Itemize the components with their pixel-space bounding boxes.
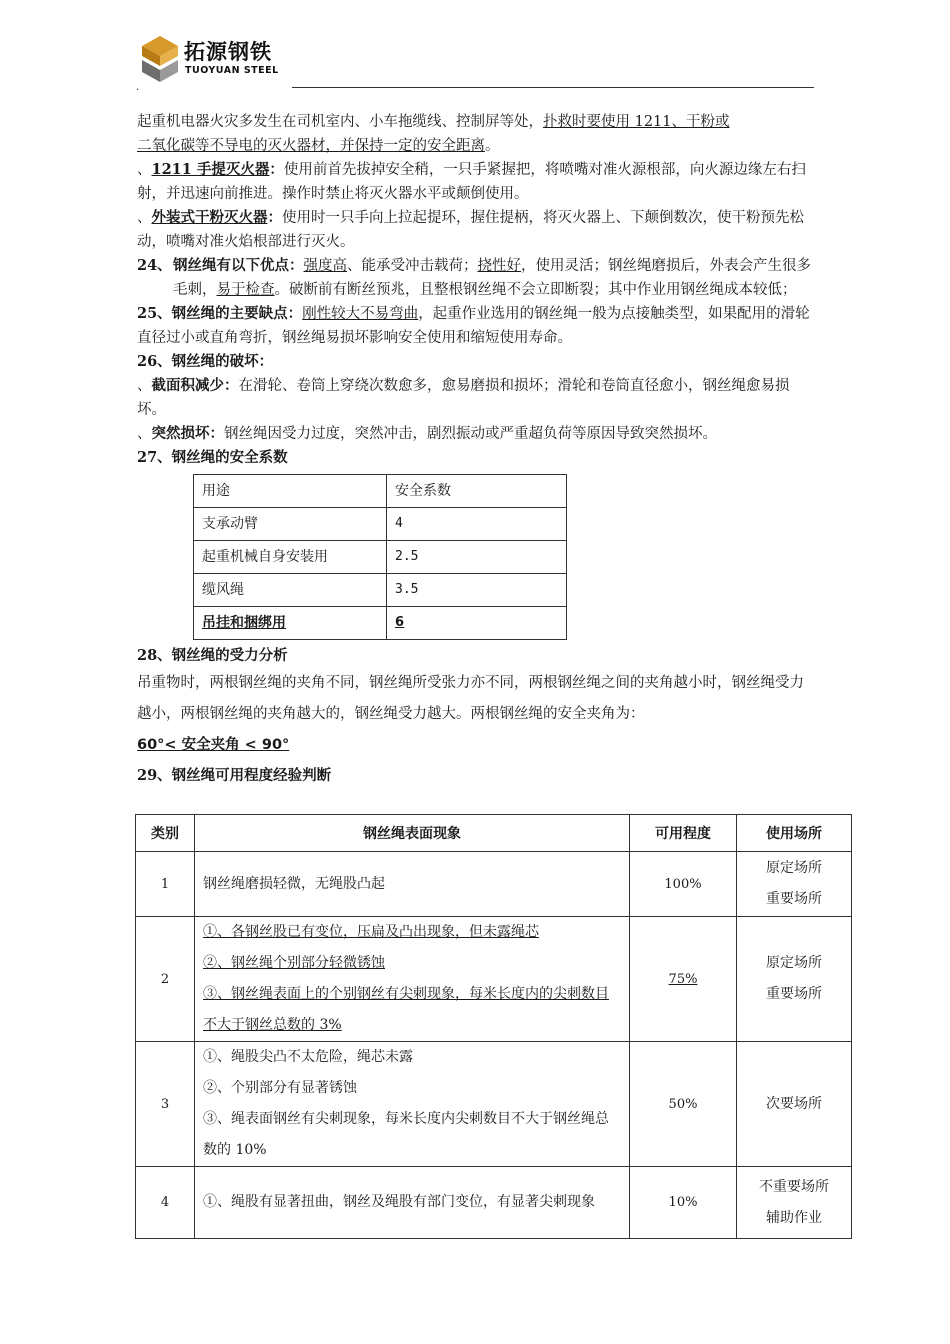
table-cell: 起重机械自身安装用 (194, 541, 387, 574)
table-row (136, 1167, 852, 1239)
header-divider (292, 87, 814, 88)
table-row (194, 508, 567, 541)
fire-text-underlined: 扑救时要使用 1211、干粉或 (543, 114, 730, 130)
table-cell: 缆风绳 (194, 574, 387, 607)
section-28-text: 吊重物时，两根钢丝绳的夹角不同，钢丝绳所受张力亦不同，两根钢丝绳之间的夹角越小时，钢丝绳受力越小，两根钢丝绳的夹角越大的，钢丝绳受力越大。两根钢丝绳的安全夹角为： (137, 675, 804, 722)
safe-angle (137, 732, 813, 758)
table-cell: 吊挂和捆绑用 (194, 607, 387, 640)
place-cell (737, 1042, 852, 1167)
section-26-b-label: 突然损坏： (151, 425, 224, 442)
section-24-text-1: 、能承受冲击载荷； (347, 258, 478, 274)
section-27-title: 27、钢丝绳的安全系数 (137, 449, 288, 466)
category-cell: 3 (136, 1042, 195, 1167)
section-28-title: 28、钢丝绳的受力分析 (137, 647, 288, 664)
table-cell: 支承动臂 (194, 508, 387, 541)
safety-factor-table (193, 474, 567, 640)
section-24-number: 24、 (137, 257, 172, 274)
fire-text-end: 。 (485, 138, 500, 154)
fire-paragraph (137, 110, 813, 158)
section-25-text: ，起重作业选用的钢丝绳一般为点接触类型，如果配用的滑轮直径过小或直角弯折，钢丝绳易损坏影响安全使用和缩短使用寿命。 (137, 306, 810, 346)
table-header-cell: 可用程度 (630, 815, 737, 852)
usability-cell: 10% (630, 1167, 737, 1239)
section-25-underlined: 刚性较大不易弯曲 (302, 306, 419, 322)
place-line: 辅助作业 (766, 1209, 822, 1226)
place-line: 重要场所 (766, 986, 822, 1002)
section-29-title: 29、钢丝绳可用程度经验判断 (137, 767, 332, 784)
place-cell (737, 917, 852, 1042)
extinguisher-powder (137, 206, 813, 254)
description-line: ③、钢丝绳表面上的个别钢丝有尖刺现象，每米长度内的尖刺数目不大于钢丝总数的 3% (203, 986, 609, 1033)
table-row (136, 852, 852, 917)
place-line: 重要场所 (766, 891, 822, 907)
table-cell: 6 (387, 607, 567, 640)
logo-name-en: TUOYUAN STEEL (185, 65, 279, 76)
table-row (194, 541, 567, 574)
table-row (194, 475, 567, 508)
description-cell (195, 1042, 630, 1167)
description-line: ①、各钢丝股已有变位，压扁及凸出现象，但未露绳芯 (203, 924, 539, 940)
section-25-title: 25、钢丝绳的主要缺点： (137, 305, 303, 322)
safe-angle-text: 60°< 安全夹角 < 90° (137, 737, 290, 753)
logo-mark-icon (140, 34, 180, 84)
extinguisher-powder-label: 外装式干粉灭火器 (151, 209, 268, 226)
section-26-a-text: 在滑轮、卷筒上穿绕次数愈多，愈易磨损和损坏；滑轮和卷筒直径愈小，钢丝绳愈易损坏。 (137, 378, 790, 418)
category-cell: 1 (136, 852, 195, 917)
table-row (194, 607, 567, 640)
usability-cell: 50% (630, 1042, 737, 1167)
category-cell: 4 (136, 1167, 195, 1239)
place-line: 原定场所 (766, 955, 822, 971)
document-body (137, 110, 813, 788)
fire-text-underlined-2: 二氧化碳等不导电的灭火器材，并保持一定的安全距离 (137, 138, 485, 154)
section-26-a (137, 374, 813, 422)
table-cell: 4 (387, 508, 567, 541)
table-header-cell: 使用场所 (737, 815, 852, 852)
section-24 (137, 254, 813, 302)
table-row (136, 1042, 852, 1167)
place-line: 不重要场所 (759, 1178, 829, 1195)
section-24-title: 钢丝绳有以下优点： (173, 257, 304, 274)
description-line: ①、绳股有显著扭曲，钢丝及绳股有部门变位，有显著尖刺现象 (203, 1194, 595, 1210)
section-26-b (137, 422, 813, 446)
description-line: 钢丝绳磨损轻微，无绳股凸起 (203, 875, 385, 892)
place-cell (737, 852, 852, 917)
table-header-cell: 钢丝绳表面现象 (195, 815, 630, 852)
label-colon: ： (267, 209, 282, 226)
fire-text: 起重机电器火灾多发生在司机室内、小车拖缆线、控制屏等处， (137, 114, 543, 130)
description-line: ②、个别部分有显著锈蚀 (203, 1080, 357, 1096)
description-line: ③、绳表面钢丝有尖刺现象，每米长度内尖刺数目不大于钢丝绳总数的 10% (203, 1111, 609, 1158)
usability-cell: 100% (630, 852, 737, 917)
description-cell (195, 917, 630, 1042)
table-cell: 3.5 (387, 574, 567, 607)
label-colon: ： (269, 161, 284, 178)
section-26-a-label: 截面积减少： (151, 377, 239, 394)
table-row (194, 574, 567, 607)
company-logo (140, 34, 300, 86)
place-cell (737, 1167, 852, 1239)
category-cell: 2 (136, 917, 195, 1042)
logo-name-cn: 拓源钢铁 (184, 40, 272, 64)
extinguisher-powder-text: 使用时一只手向上拉起提环，握住提柄，将灭火器上、下颠倒数次，使干粉预先松动，喷嘴对准火焰根部进行灭火。 (137, 210, 804, 250)
advantage-inspect: 易于检查 (216, 282, 275, 298)
section-26-title: 26、钢丝绳的破坏： (137, 353, 274, 370)
bullet-prefix: 、 (137, 162, 152, 178)
bullet-prefix: 、 (137, 210, 152, 226)
place-line: 原定场所 (766, 860, 822, 876)
table-cell: 2.5 (387, 541, 567, 574)
extinguisher-1211 (137, 158, 813, 206)
extinguisher-1211-text: 使用前首先拔掉安全稍，一只手紧握把，将喷嘴对准火源根部，向火源边缘左右扫射，并迅速向前推进。操作时禁止将灭火器水平或颠倒使用。 (137, 162, 806, 202)
usability-table (135, 814, 852, 1239)
bullet-prefix: 、 (137, 378, 152, 394)
table-row (136, 917, 852, 1042)
place-line: 次要场所 (766, 1095, 822, 1112)
description-line: ②、钢丝绳个别部分轻微锈蚀 (203, 955, 385, 971)
advantage-strength: 强度高 (303, 258, 347, 274)
header-dot: . (136, 82, 140, 93)
bullet-prefix: 、 (137, 426, 152, 442)
section-24-text-3: 。破断前有断丝预兆，且整根钢丝绳不会立即断裂；其中作业用钢丝绳成本较低； (274, 282, 797, 298)
description-cell (195, 1167, 630, 1239)
table-header-cell: 用途 (194, 475, 387, 508)
table-header-row (136, 815, 852, 852)
description-cell (195, 852, 630, 917)
section-26-b-text: 钢丝绳因受力过度，突然冲击，剧烈振动或严重超负荷等原因导致突然损坏。 (224, 426, 717, 442)
section-25 (137, 302, 813, 350)
usability-cell: 75% (630, 917, 737, 1042)
table-header-cell: 安全系数 (387, 475, 567, 508)
extinguisher-1211-label: 1211 手提灭火器 (151, 161, 270, 178)
section-24-text-2: ，使用灵活；钢丝绳磨损后，外表会产生很多毛刺， (173, 258, 811, 298)
description-line: ①、绳股尖凸不太危险，绳芯未露 (203, 1049, 413, 1065)
table-header-cell: 类别 (136, 815, 195, 852)
advantage-flexibility: 挠性好 (477, 258, 521, 274)
